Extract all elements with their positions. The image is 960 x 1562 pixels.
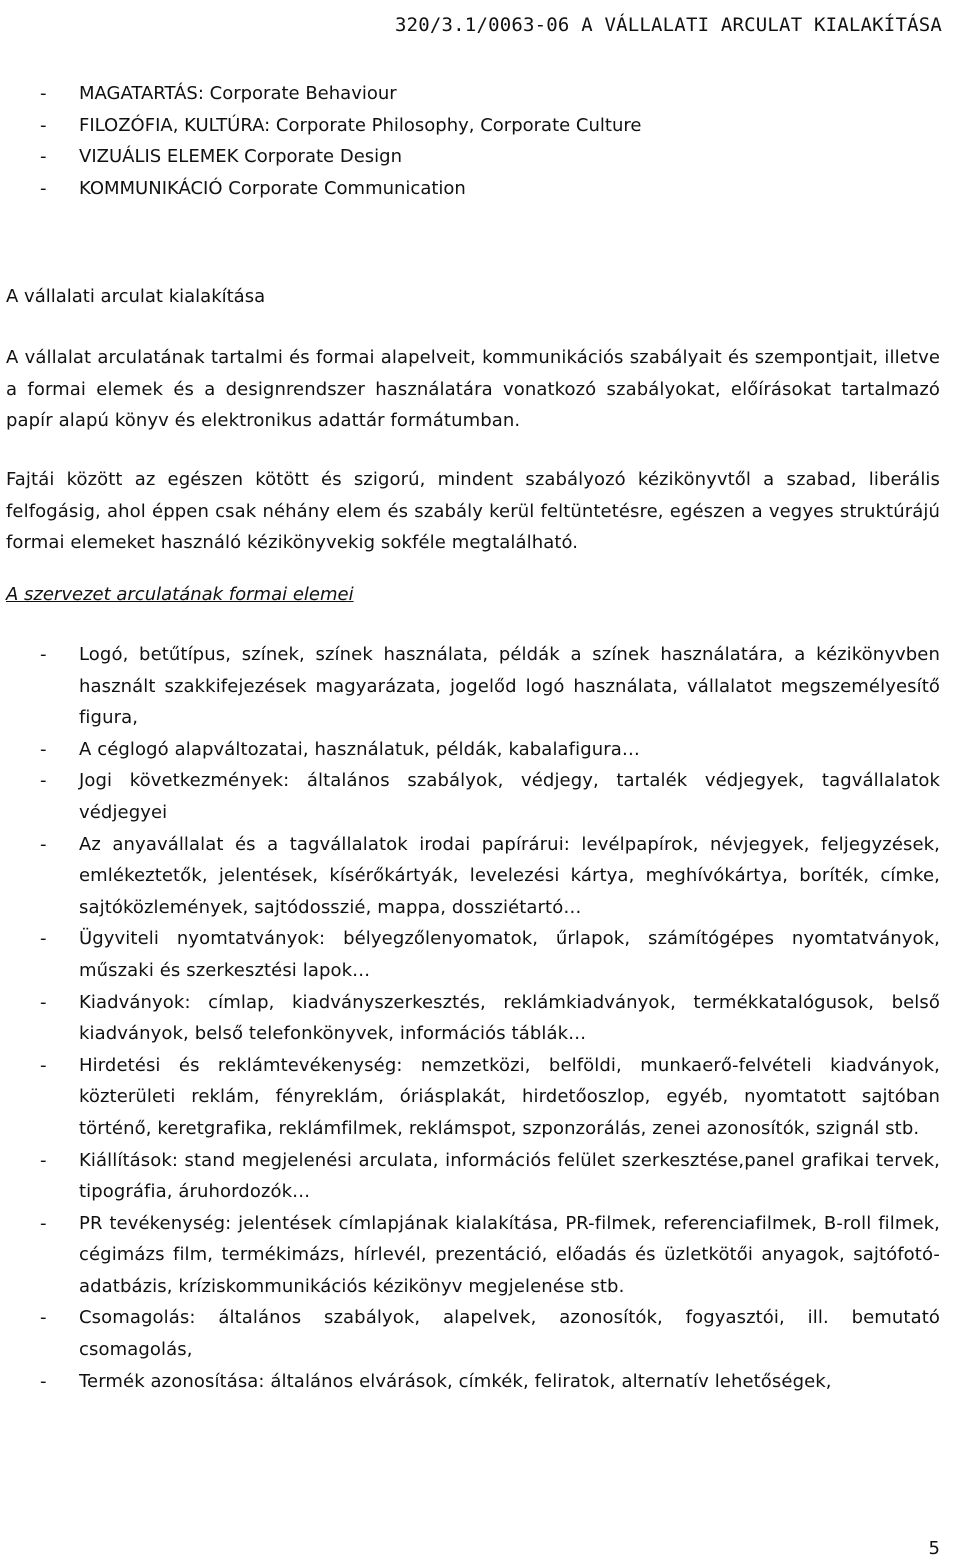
list-item-text: Kiadványok: címlap, kiadványszerkesztés, reklámkiadványok, termékkatalógusok, belső kiadványok, belső telefonkönyvek, információs táblák… (79, 991, 940, 1045)
bullet-dash: - (40, 83, 47, 104)
bullet-dash: - (40, 928, 47, 950)
list-item-text: VIZUÁLIS ELEMEK Corporate Design (79, 146, 402, 167)
list-item (0, 1366, 940, 1398)
list-item-text: Logó, betűtípus, színek, színek használata, példák a színek használatára, a kézikönyvben használt szakkifejezések magyarázata, jogelőd logó használata, vállalatot megszemélyesítő figura, (79, 644, 940, 729)
bullet-dash: - (40, 991, 47, 1013)
list-item (0, 923, 940, 986)
list-item (0, 141, 940, 173)
formal-elements-list (0, 639, 940, 1397)
list-item (0, 1050, 940, 1145)
list-item (0, 639, 940, 734)
bullet-dash: - (40, 1307, 47, 1329)
bullet-dash: - (40, 1054, 47, 1076)
list-item-text: Hirdetési és reklámtevékenység: nemzetközi, belföldi, munkaerő-felvételi kiadványok, közterületi reklám, fényreklám, óriásplakát, hirdetőoszlop, egyéb, nyomtatott sajtóban történő, keretgrafika, reklámfilmek, reklámspot, szponzorálás, zenei azonosítók, szignál stb. (79, 1054, 940, 1139)
list-item (0, 78, 940, 110)
list-item-text: FILOZÓFIA, KULTÚRA: Corporate Philosophy, Corporate Culture (79, 114, 642, 136)
list-item-text: Termék azonosítása: általános elvárások, címkék, feliratok, alternatív lehetőségek, (79, 1370, 832, 1392)
list-item-text: MAGATARTÁS: Corporate Behaviour (79, 83, 397, 104)
list-item-text: Ügyviteli nyomtatványok: bélyegzőlenyomatok, űrlapok, számítógépes nyomtatványok, műszaki és szerkesztési lapok… (79, 928, 940, 981)
list-item-text: KOMMUNIKÁCIÓ Corporate Communication (79, 177, 466, 199)
list-item (0, 734, 940, 766)
definition-paragraph: A vállalat arculatának tartalmi és formai alapelveit, kommunikációs szabályait és szempontjait, illetve a formai elemek és a designrendszer használatára vonatkozó szabályokat, előírásokat tartalmazó papír alapú könyv és elektronikus adattár formátumban. (6, 347, 940, 431)
list-item-text: Csomagolás: általános szabályok, alapelvek, azonosítók, fogyasztói, ill. bemutató csomagolás, (79, 1307, 940, 1361)
list-item (0, 1208, 940, 1303)
list-item (0, 829, 940, 924)
list-item-text: Az anyavállalat és a tagvállalatok irodai papírárui: levélpapírok, névjegyek, feljegyzések, emlékeztetők, jelentések, kísérőkártyák, levelezési kártya, meghívókártya, boríték, címke, sajtóközlemények, sajtódosszié, mappa, dossziétartó… (79, 833, 940, 918)
types-paragraph: Fajtái között az egészen kötött és szigorú, mindent szabályozó kézikönyvtől a szabad, liberális felfogásig, ahol éppen csak néhány elem és szabály kerül feltüntetésre, egészen a vegyes struktúrájú formai elemeket használó kézikönyvekig sokféle megtalálható. (6, 469, 940, 553)
bullet-dash: - (40, 833, 47, 855)
list-item-text: Jogi következmények: általános szabályok, védjegy, tartalék védjegyek, tagvállalatok védjegyei (79, 770, 940, 823)
bullet-dash: - (40, 146, 47, 167)
bullet-dash: - (40, 177, 47, 199)
bullet-dash: - (40, 770, 47, 792)
list-item (0, 110, 940, 142)
corporate-identity-components-list (0, 78, 940, 204)
list-item (0, 765, 940, 828)
list-item-text: PR tevékenység: jelentések címlapjának kialakítása, PR-filmek, referenciafilmek, B-roll filmek, cégimázs film, termékimázs, hírlevél, prezentáció, előadás és üzletkötői anyagok, sajtófotó-adatbázis, kríziskommunikációs kézikönyv megjelenése stb. (79, 1212, 940, 1297)
list-item (0, 1302, 940, 1365)
header-rule (6, 46, 942, 47)
page-header: 320/3.1/0063-06 A VÁLLALATI ARCULAT KIALAKÍTÁSA (394, 14, 942, 36)
bullet-dash: - (40, 1212, 47, 1234)
list-item-text: Kiállítások: stand megjelenési arculata, információs felület szerkesztése,panel grafikai tervek, tipográfia, áruhordozók… (79, 1149, 940, 1203)
bullet-dash: - (40, 738, 47, 760)
page-number: 5 (928, 1538, 940, 1559)
bullet-dash: - (40, 1370, 47, 1392)
list-item (0, 1145, 940, 1208)
formal-elements-heading: A szervezet arculatának formai elemei (6, 584, 354, 605)
bullet-dash: - (40, 1149, 47, 1171)
section-title: A vállalati arculat kialakítása (6, 286, 266, 307)
list-item (0, 987, 940, 1050)
list-item-text: A céglogó alapváltozatai, használatuk, példák, kabalafigura… (79, 738, 640, 760)
list-item (0, 173, 940, 205)
bullet-dash: - (40, 114, 47, 136)
bullet-dash: - (40, 644, 47, 665)
